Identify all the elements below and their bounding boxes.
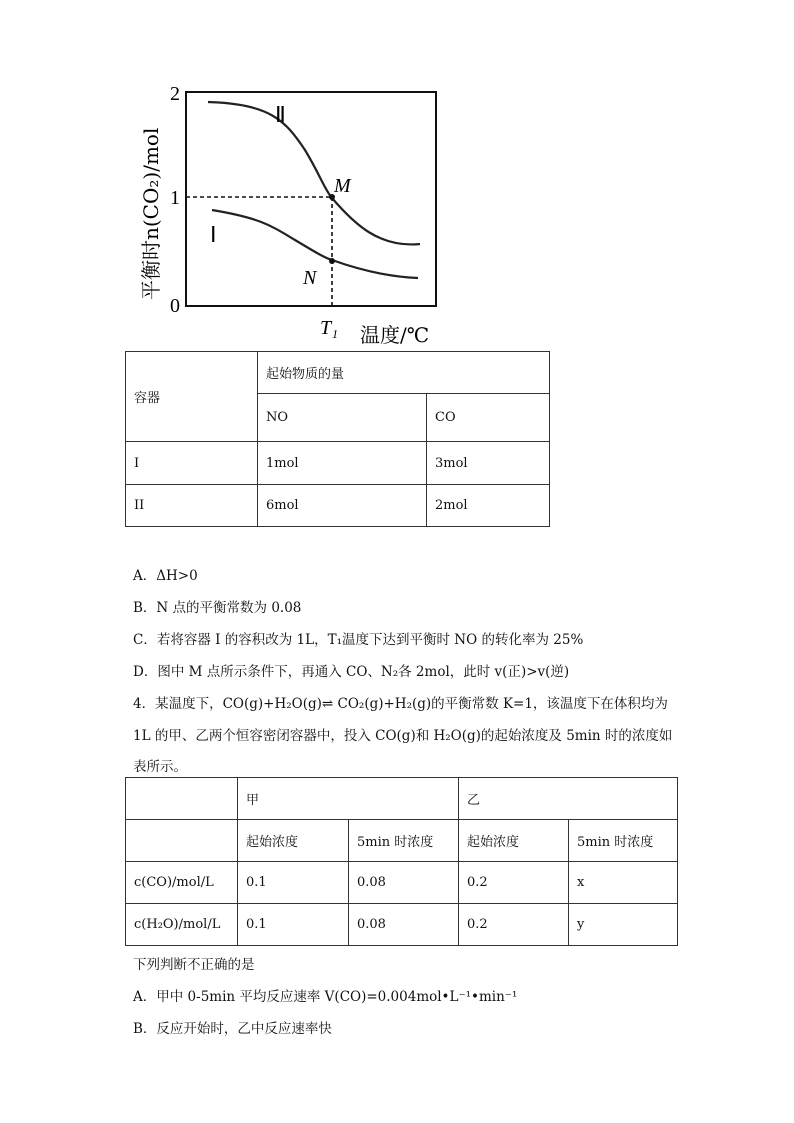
option-3d: D．图中 M 点所示条件下，再通入 CO、N₂各 2mol，此时 v(正)>v(逆) — [133, 664, 570, 680]
option-4b: B．反应开始时，乙中反应速率快 — [133, 1021, 332, 1037]
curve-II — [208, 102, 420, 244]
header-initial-amount: 起始物质的量 — [258, 352, 550, 394]
initial-amount-table — [125, 351, 550, 527]
equilibrium-graph — [120, 80, 460, 348]
question4-line2: 1L 的甲、乙两个恒容密闭容器中，投入 CO(g)和 H₂O(g)的起始浓度及 5min 时的浓度如 — [133, 728, 673, 744]
t2-row1-b: 0.08 — [349, 862, 459, 904]
t2-header-yi: 乙 — [459, 778, 678, 820]
option-4a: A．甲中 0-5min 平均反应速率 V(CO)=0.004mol•L⁻¹•min⁻¹ — [133, 989, 518, 1005]
curve-II-label: Ⅱ — [275, 102, 286, 127]
question4-line1: 4．某温度下，CO(g)+H₂O(g)⇌ CO₂(g)+H₂(g)的平衡常数 K=1，该温度下在体积均为 — [133, 696, 668, 712]
t2-yi-5min: 5min 时浓度 — [569, 820, 678, 862]
row2-no: 6mol — [258, 485, 427, 527]
point-M-label: M — [334, 175, 351, 197]
t2-row2-label: c(H₂O)/mol/L — [126, 904, 238, 946]
row1-no: 1mol — [258, 442, 427, 485]
x-axis-label: 温度/℃ — [360, 323, 430, 347]
row2-container: II — [126, 485, 258, 527]
question4-prompt: 下列判断不正确的是 — [133, 957, 255, 973]
concentration-table — [125, 777, 678, 946]
y-tick-0: 0 — [170, 295, 180, 317]
t2-jia-5min: 5min 时浓度 — [349, 820, 459, 862]
row1-container: I — [126, 442, 258, 485]
curve-I-label: Ⅰ — [210, 222, 217, 247]
y-axis-label: 平衡时n(CO₂)/mol — [139, 127, 163, 300]
header-container: 容器 — [126, 352, 258, 442]
option-3a: A．ΔH>0 — [133, 568, 198, 584]
t2-row1-a: 0.1 — [238, 862, 349, 904]
t2-row2-c: 0.2 — [459, 904, 569, 946]
t2-corner — [126, 778, 238, 820]
y-tick-1: 1 — [170, 187, 180, 209]
header-no: NO — [258, 394, 427, 442]
t2-row2-d: y — [569, 904, 678, 946]
t2-yi-start: 起始浓度 — [459, 820, 569, 862]
option-3c: C．若将容器 I 的容积改为 1L，T₁温度下达到平衡时 NO 的转化率为 25% — [133, 632, 584, 648]
row1-co: 3mol — [427, 442, 550, 485]
option-3b: B．N 点的平衡常数为 0.08 — [133, 600, 302, 616]
question4-line3: 表所示。 — [133, 759, 187, 775]
t2-row1-label: c(CO)/mol/L — [126, 862, 238, 904]
point-N — [329, 258, 335, 264]
header-co: CO — [427, 394, 550, 442]
x-tick-T1: T₁ — [320, 317, 339, 339]
t2-row2-a: 0.1 — [238, 904, 349, 946]
y-tick-2: 2 — [170, 83, 180, 105]
t2-row1-d: x — [569, 862, 678, 904]
t2-jia-start: 起始浓度 — [238, 820, 349, 862]
t2-blank — [126, 820, 238, 862]
t2-header-jia: 甲 — [238, 778, 459, 820]
t2-row2-b: 0.08 — [349, 904, 459, 946]
row2-co: 2mol — [427, 485, 550, 527]
t2-row1-c: 0.2 — [459, 862, 569, 904]
point-N-label: N — [303, 267, 317, 289]
